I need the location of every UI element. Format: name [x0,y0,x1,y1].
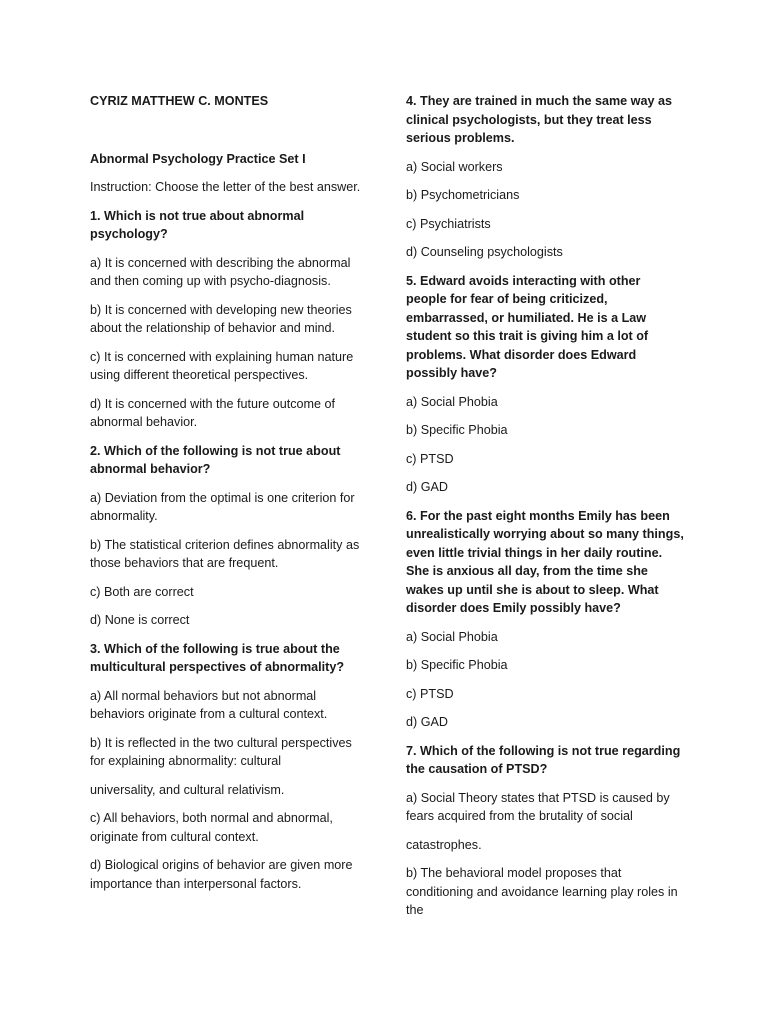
q1-option-c: c) It is concerned with explaining human nature using different theoretical perspectives. [90,349,354,382]
practice-set-title: Abnormal Psychology Practice Set I [90,151,306,166]
q4-option-c: c) Psychiatrists [406,216,491,231]
q7-option-b: b) The behavioral model proposes that conditioning and avoidance learning play roles in the [406,866,678,917]
q6-option-b: b) Specific Phobia [406,658,508,672]
q3-option-a: a) All normal behaviors but not abnormal behaviors originate from a cultural context. [90,688,328,721]
question-6: 6. For the past eight months Emily has been unrealistically worrying about so many things, even little trivial things in her daily routine. She is anxious all day, from the time she wakes up until she is about to sleep. What disorder does Emily possibly have? [406,508,684,615]
q6-option-d: d) GAD [406,715,448,729]
q2-option-c: c) Both are correct [90,584,194,599]
q5-option-b: b) Specific Phobia [406,423,508,437]
q4-option-d: d) Counseling psychologists [406,245,563,259]
q6-option-c: c) PTSD [406,686,454,701]
question-1: 1. Which is not true about abnormal psychology? [90,208,305,241]
q7-option-a: a) Social Theory states that PTSD is caused by fears acquired from the brutality of social [406,790,670,823]
q1-option-d: d) It is concerned with the future outcome of abnormal behavior. [90,396,336,429]
q3-option-d: d) Biological origins of behavior are given more importance than interpersonal factors. [90,858,353,891]
instruction-text: Instruction: Choose the letter of the best answer. [90,180,361,194]
right-column [406,92,684,930]
left-column [90,92,366,903]
q1-option-a: a) It is concerned with describing the abnormal and then coming up with psycho-diagnosis. [90,255,351,288]
q1-option-b: b) It is concerned with developing new theories about the relationship of behavior and mind. [90,302,352,335]
q3-option-b-continued: universality, and cultural relativism. [90,782,285,797]
q3-option-b: b) It is reflected in the two cultural perspectives for explaining abnormality: cultural [90,735,352,768]
question-4: 4. They are trained in much the same way as clinical psychologists, but they treat less serious problems. [406,94,672,145]
q2-option-d: d) None is correct [90,613,190,627]
q5-option-c: c) PTSD [406,451,454,466]
q2-option-a: a) Deviation from the optimal is one criterion for abnormality. [90,490,355,523]
question-2: 2. Which of the following is not true about abnormal behavior? [90,443,341,476]
q3-option-c: c) All behaviors, both normal and abnormal, originate from cultural context. [90,811,333,844]
question-7: 7. Which of the following is not true regarding the causation of PTSD? [406,743,681,776]
q4-option-b: b) Psychometricians [406,188,520,202]
q7-option-a-continued: catastrophes. [406,837,482,852]
author-name: CYRIZ MATTHEW C. MONTES [90,94,269,108]
q5-option-a: a) Social Phobia [406,394,498,409]
question-5: 5. Edward avoids interacting with other people for fear of being criticized, embarrassed, or humiliated. He is a Law student so this trait is giving him a lot of problems. What disorder does Edward possibly have? [406,273,649,380]
q4-option-a: a) Social workers [406,159,503,174]
q5-option-d: d) GAD [406,480,448,494]
q6-option-a: a) Social Phobia [406,629,498,644]
question-3: 3. Which of the following is true about the multicultural perspectives of abnormality? [90,641,345,674]
q2-option-b: b) The statistical criterion defines abnormality as those behaviors that are frequent. [90,537,360,570]
